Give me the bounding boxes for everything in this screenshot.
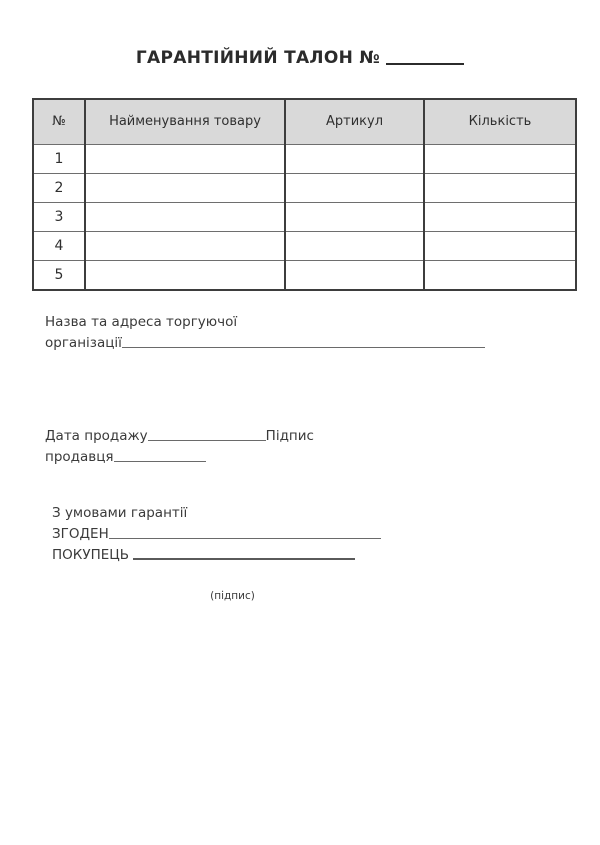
row-name-cell[interactable] — [85, 261, 285, 291]
page-title — [0, 48, 600, 68]
signature-caption: (підпис) — [210, 590, 255, 602]
terms-buyer-label: ПОКУПЕЦЬ — [52, 547, 130, 563]
row-article-cell[interactable] — [285, 145, 424, 174]
organization-label-line1: Назва та адреса торгуючої — [45, 314, 238, 330]
table-row — [33, 261, 576, 291]
terms-agree-label: ЗГОДЕН — [52, 526, 109, 542]
row-quantity-cell[interactable] — [424, 261, 576, 291]
sale-date-label: Дата продажу — [45, 428, 148, 444]
sale-field-block — [45, 426, 465, 468]
row-name-cell[interactable] — [85, 174, 285, 203]
row-number-cell: 2 — [33, 174, 85, 203]
row-article-cell[interactable] — [285, 232, 424, 261]
organization-blank[interactable] — [122, 336, 485, 348]
organization-label-line2-row — [45, 333, 545, 354]
seller-label: продавця — [45, 449, 114, 465]
row-name-cell[interactable] — [85, 145, 285, 174]
organization-field-block — [45, 312, 545, 354]
terms-agree-row — [52, 524, 552, 545]
row-number-cell: 5 — [33, 261, 85, 291]
column-header-name: Найменування товару — [85, 99, 285, 145]
terms-agree-blank[interactable] — [109, 527, 381, 539]
goods-table-header — [33, 99, 576, 145]
row-name-cell[interactable] — [85, 203, 285, 232]
seller-signature-label: Підпис — [265, 428, 314, 444]
terms-buyer-row — [52, 545, 552, 566]
row-quantity-cell[interactable] — [424, 145, 576, 174]
goods-table-body — [33, 145, 576, 291]
row-number-cell: 1 — [33, 145, 85, 174]
row-number-cell: 3 — [33, 203, 85, 232]
seller-row — [45, 447, 465, 468]
row-article-cell[interactable] — [285, 261, 424, 291]
sale-date-blank[interactable] — [148, 429, 266, 441]
row-quantity-cell[interactable] — [424, 174, 576, 203]
row-quantity-cell[interactable] — [424, 203, 576, 232]
column-header-article: Артикул — [285, 99, 424, 145]
organization-label-line2: організації — [45, 335, 122, 351]
table-row — [33, 145, 576, 174]
page-title-text: ГАРАНТІЙНИЙ ТАЛОН № — [135, 48, 381, 68]
row-quantity-cell[interactable] — [424, 232, 576, 261]
goods-table — [32, 98, 577, 291]
terms-field-block — [52, 503, 552, 566]
column-header-number: № — [33, 99, 85, 145]
title-number-blank[interactable] — [386, 49, 464, 65]
sale-date-row — [45, 426, 465, 447]
row-article-cell[interactable] — [285, 203, 424, 232]
table-header-row — [33, 99, 576, 145]
column-header-quantity: Кількість — [424, 99, 576, 145]
table-row — [33, 174, 576, 203]
row-article-cell[interactable] — [285, 174, 424, 203]
table-row — [33, 232, 576, 261]
table-row — [33, 203, 576, 232]
seller-signature-blank[interactable] — [114, 450, 206, 462]
row-name-cell[interactable] — [85, 232, 285, 261]
row-number-cell: 4 — [33, 232, 85, 261]
terms-intro-label: З умовами гарантії — [52, 505, 188, 521]
terms-buyer-blank[interactable] — [133, 547, 355, 560]
